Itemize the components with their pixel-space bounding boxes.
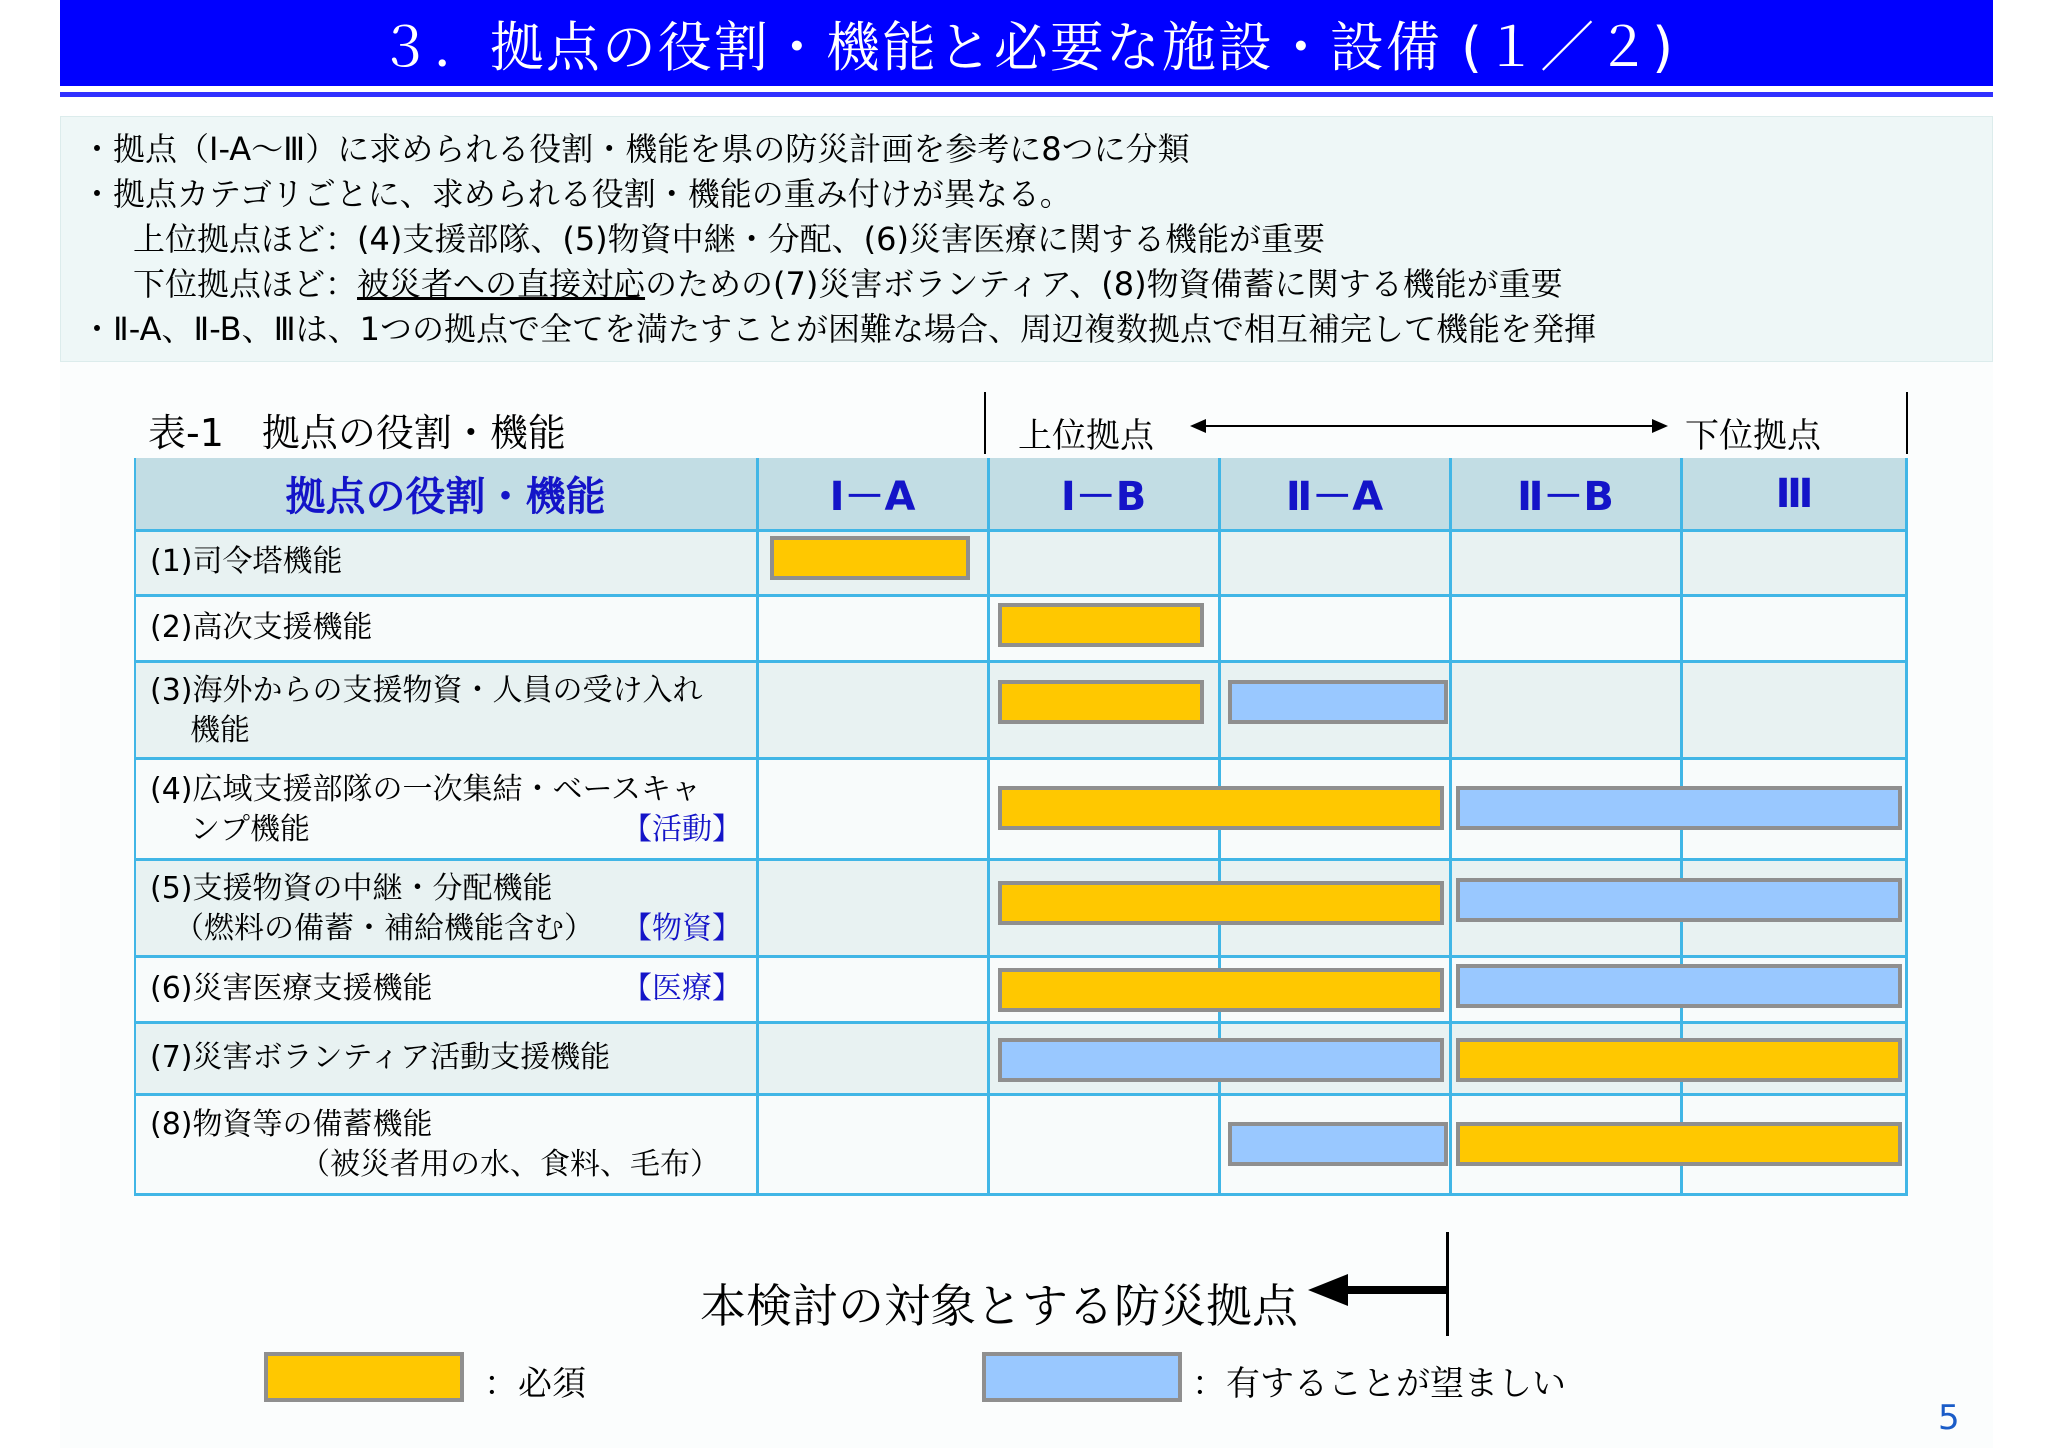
legend-swatch-required — [264, 1352, 464, 1402]
summary-line-1: ・拠点（Ⅰ-A～Ⅲ）に求められる役割・機能を県の防災計画を参考に8つに分類 — [81, 130, 1190, 168]
header-cell-III: Ⅲ — [1775, 470, 1814, 517]
grid-line — [134, 1021, 1908, 1024]
requirement-bar-required — [998, 680, 1204, 724]
function-category-tag: 【物資】 — [622, 911, 742, 946]
study-target-divider — [1446, 1232, 1449, 1336]
legend-swatch-desirable — [982, 1352, 1182, 1402]
function-label: (6)災害医療支援機能 — [150, 971, 433, 1006]
study-target-label: 本検討の対象とする防災拠点 — [700, 1279, 1298, 1333]
function-category-tag: 【活動】 — [622, 812, 742, 847]
roles-table — [134, 458, 1908, 1196]
function-cell — [150, 1105, 742, 1185]
header-cell-IA: Ⅰ－A — [829, 474, 916, 520]
header-cell-IB: Ⅰ－B — [1060, 474, 1147, 520]
summary-line-5: ・Ⅱ-A、Ⅱ-B、Ⅲは、1つの拠点で全てを満たすことが困難な場合、周辺複数拠点で相互補完して機能を発揮 — [81, 310, 1597, 348]
function-label-continued: （燃料の備蓄・補給機能含む） — [174, 911, 594, 946]
header-cell-IIB: Ⅱ－B — [1517, 474, 1614, 520]
grid-line — [756, 458, 759, 1196]
function-category-tag: 【医療】 — [622, 971, 742, 1006]
function-cell — [150, 969, 742, 1009]
header-cell-function: 拠点の役割・機能 — [285, 474, 606, 520]
summary-line-4-prefix: 下位拠点ほど： — [133, 265, 358, 303]
summary-line-4 — [81, 262, 1972, 307]
table-header-row — [134, 458, 1908, 529]
function-label-continued: ンプ機能 — [190, 812, 310, 847]
slide-title: ３．拠点の役割・機能と必要な施設・設備 (１／２) — [60, 0, 1993, 86]
grid-line — [134, 858, 1908, 861]
summary-line-2: ・拠点カテゴリごとに、求められる役割・機能の重み付けが異なる。 — [81, 175, 1072, 213]
function-label-continued: 機能 — [190, 713, 250, 748]
requirement-bar-desirable — [1456, 878, 1902, 922]
function-cell — [150, 542, 742, 582]
requirement-bar-required — [770, 536, 970, 580]
function-cell — [150, 1038, 742, 1078]
header-cell-IIA: Ⅱ－A — [1285, 474, 1384, 520]
page-number: 5 — [1938, 1398, 1960, 1438]
function-cell — [150, 608, 742, 648]
function-cell — [150, 869, 742, 949]
hierarchy-left-divider — [984, 392, 986, 454]
requirement-bar-required — [998, 786, 1444, 830]
requirement-bar-desirable — [1456, 786, 1902, 830]
function-label: (4)広域支援部隊の一次集結・ベースキャ — [150, 772, 701, 807]
grid-line — [1449, 458, 1452, 1196]
grid-line — [134, 1193, 1908, 1196]
legend-label-required: ：必須 — [484, 1364, 586, 1404]
function-label: (7)災害ボランティア活動支援機能 — [150, 1040, 611, 1075]
summary-line-4-underlined: 被災者への直接対応 — [357, 265, 646, 303]
requirement-bar-desirable — [1228, 1122, 1448, 1166]
function-label: (2)高次支援機能 — [150, 610, 373, 645]
function-label: (8)物資等の備蓄機能 — [150, 1107, 433, 1142]
hierarchy-upper-label: 上位拠点 — [1018, 416, 1154, 456]
hierarchy-lower-label: 下位拠点 — [1685, 416, 1821, 456]
function-cell — [150, 770, 742, 850]
function-label-continued: （被災者用の水、食料、毛布） — [300, 1147, 720, 1182]
grid-line — [134, 1093, 1908, 1096]
grid-line — [134, 757, 1908, 760]
double-arrow-icon — [1190, 416, 1668, 436]
grid-line — [134, 955, 1908, 958]
function-cell — [150, 671, 742, 751]
legend-label-desirable: ：有することが望ましい — [1192, 1364, 1566, 1404]
function-label: (1)司令塔機能 — [150, 544, 343, 579]
requirement-bar-required — [1456, 1038, 1902, 1082]
requirement-bar-required — [1456, 1122, 1902, 1166]
grid-line — [134, 458, 136, 1196]
left-arrow-icon — [1308, 1272, 1448, 1308]
requirement-bar-required — [998, 603, 1204, 647]
summary-box — [60, 116, 1993, 362]
requirement-bar-required — [998, 881, 1444, 925]
summary-line-4-suffix: のための(7)災害ボランティア、(8)物資備蓄に関する機能が重要 — [645, 265, 1563, 303]
summary-line-3: 上位拠点ほど：(4)支援部隊、(5)物資中継・分配、(6)災害医療に関する機能が重要 — [133, 220, 1325, 258]
table-title: 表-1 拠点の役割・機能 — [148, 411, 566, 455]
hierarchy-right-divider — [1906, 392, 1908, 454]
function-label: (3)海外からの支援物資・人員の受け入れ — [150, 673, 703, 708]
requirement-bar-desirable — [1228, 680, 1448, 724]
grid-line — [987, 458, 990, 1196]
grid-line — [1905, 458, 1908, 1196]
function-label: (5)支援物資の中継・分配機能 — [150, 871, 553, 906]
requirement-bar-desirable — [1456, 964, 1902, 1008]
title-rule — [60, 92, 1993, 97]
grid-line — [134, 594, 1908, 597]
grid-line — [134, 660, 1908, 663]
requirement-bar-required — [998, 968, 1444, 1012]
grid-line — [134, 529, 1908, 532]
requirement-bar-desirable — [998, 1038, 1444, 1082]
